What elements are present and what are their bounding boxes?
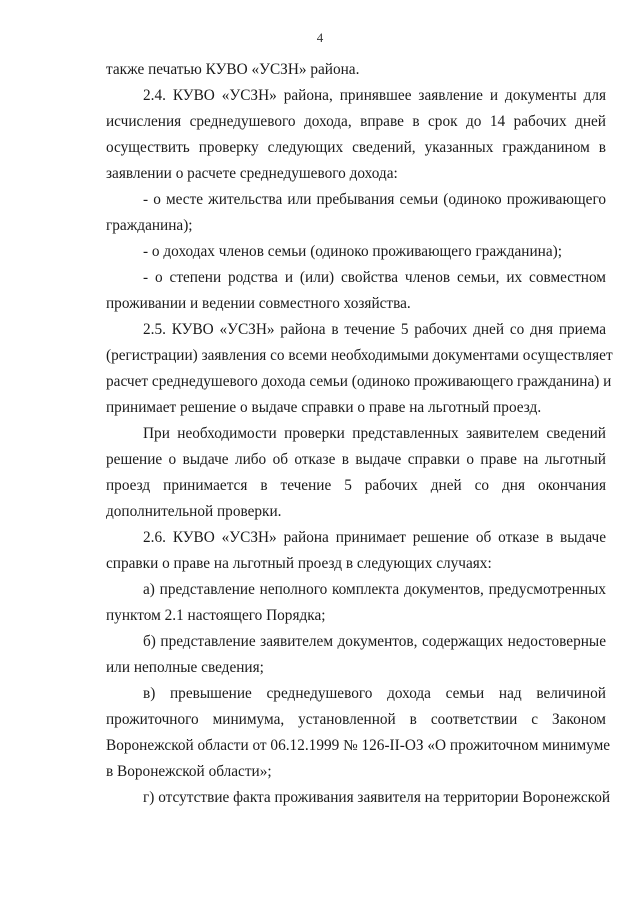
text-line: - о доходах членов семьи (одиноко проживающего гражданина); bbox=[143, 243, 562, 260]
document-body bbox=[106, 57, 613, 811]
text-line: г) отсутствие факта проживания заявителя на территории Воронежской bbox=[143, 789, 611, 806]
text-line: прожиточного минимума, установленной в соответствии с Законом bbox=[106, 711, 606, 728]
text-line: осуществить проверку следующих сведений, указанных гражданином в bbox=[106, 139, 606, 156]
page-number: 4 bbox=[316, 30, 324, 45]
text-line: расчет среднедушевого дохода семьи (одиноко проживающего гражданина) и bbox=[106, 373, 612, 390]
text-line: 2.5. КУВО «УСЗН» района в течение 5 рабочих дней со дня приема bbox=[143, 321, 606, 338]
text-line: заявлении о расчете среднедушевого дохода: bbox=[106, 165, 398, 182]
text-line: 2.4. КУВО «УСЗН» района, принявшее заявление и документы для bbox=[143, 87, 606, 104]
text-line: гражданина); bbox=[106, 217, 193, 234]
text-line: исчисления среднедушевого дохода, вправе в срок до 14 рабочих дней bbox=[106, 113, 606, 130]
text-line: (регистрации) заявления со всеми необходимыми документами осуществляет bbox=[106, 347, 613, 364]
text-line: б) представление заявителем документов, содержащих недостоверные bbox=[143, 633, 606, 650]
text-line: дополнительной проверки. bbox=[106, 503, 282, 520]
text-line: также печатью КУВО «УСЗН» района. bbox=[106, 61, 360, 78]
text-line: а) представление неполного комплекта документов, предусмотренных bbox=[143, 581, 606, 598]
text-line: проезд принимается в течение 5 рабочих дней со дня окончания bbox=[106, 477, 606, 494]
text-line: в) превышение среднедушевого дохода семьи над величиной bbox=[143, 685, 606, 702]
text-line: справки о праве на льготный проезд в следующих случаях: bbox=[106, 555, 492, 572]
text-line: проживании и ведении совместного хозяйства. bbox=[106, 295, 411, 312]
text-line: в Воронежской области»; bbox=[106, 763, 272, 780]
text-line: или неполные сведения; bbox=[106, 659, 264, 676]
text-line: пунктом 2.1 настоящего Порядка; bbox=[106, 607, 326, 624]
text-line: - о месте жительства или пребывания семьи (одиноко проживающего bbox=[143, 191, 606, 208]
text-line: 2.6. КУВО «УСЗН» района принимает решение об отказе в выдаче bbox=[143, 529, 606, 546]
text-line: принимает решение о выдаче справки о праве на льготный проезд. bbox=[106, 399, 542, 416]
text-line: решение о выдаче либо об отказе в выдаче справки о праве на льготный bbox=[106, 451, 606, 468]
text-line: При необходимости проверки представленных заявителем сведений bbox=[143, 425, 606, 442]
text-line: Воронежской области от 06.12.1999 № 126-II-ОЗ «О прожиточном минимуме bbox=[106, 737, 611, 754]
text-line: - о степени родства и (или) свойства членов семьи, их совместном bbox=[143, 269, 606, 286]
